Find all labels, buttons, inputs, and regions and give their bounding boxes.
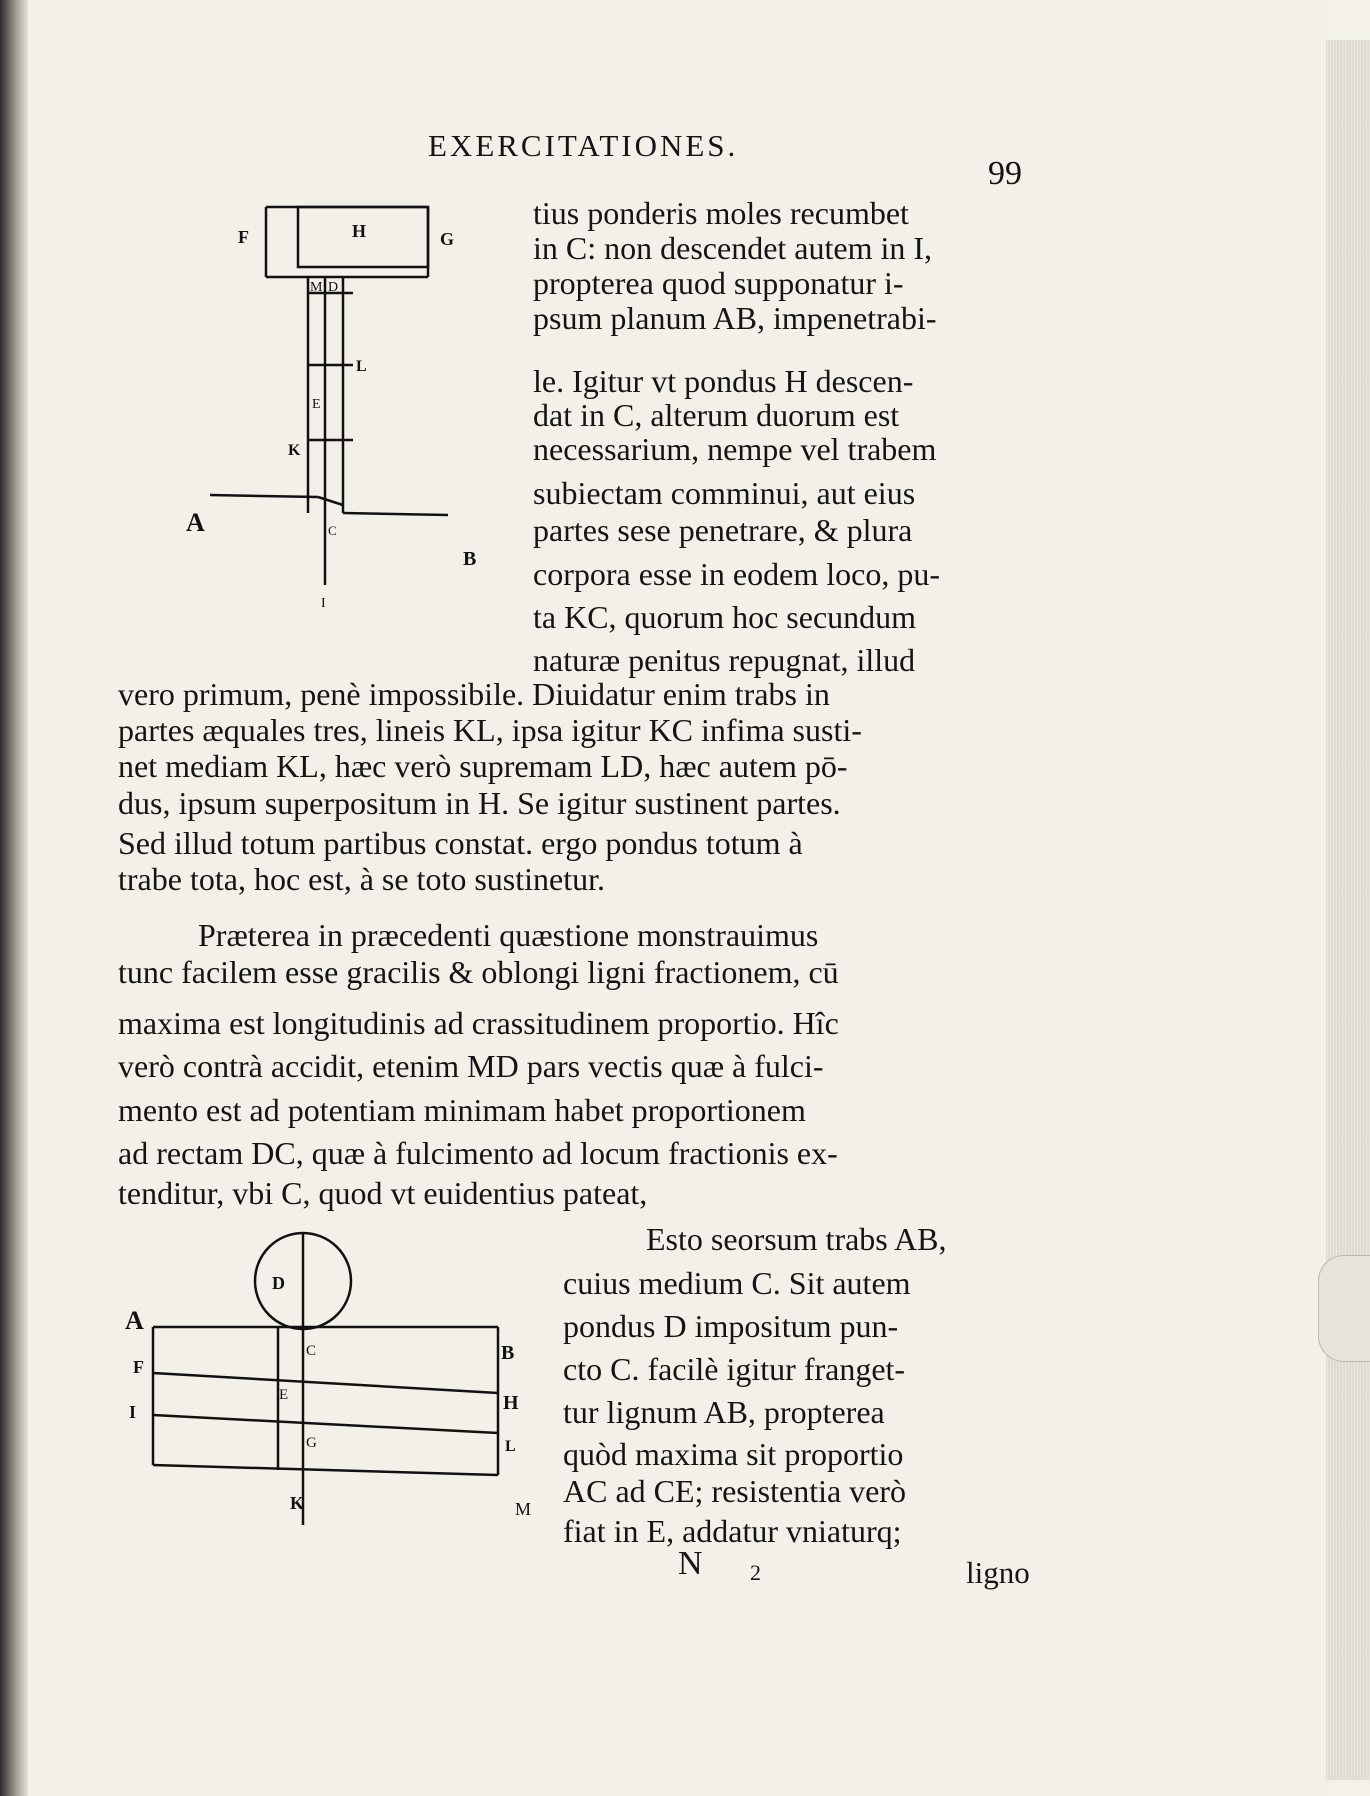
page-edges [1325,40,1370,1780]
text-line: psum planum AB, impenetrabi- [533,300,937,336]
figure-bottom-label-i: I [129,1402,137,1422]
figure-bottom-label-b: B [501,1342,515,1364]
figure-top-label-k: K [288,442,301,459]
catchword: ligno [966,1555,1030,1590]
text-line: tur lignum AB, propterea [563,1394,885,1430]
text-line: fiat in E, addatur vniaturq; [563,1513,902,1549]
figure-top-label-b: B [463,548,477,570]
text-line: Sed illud totum partibus constat. ergo pondus totum à [118,825,803,861]
text-line: le. Igitur vt pondus H descen- [533,363,914,399]
text-line: dat in C, alterum duorum est [533,397,900,433]
text-line: mento est ad potentiam minimam habet proportionem [118,1092,806,1128]
figure-bottom-label-k: K [290,1493,305,1513]
text-line: necessarium, nempe vel trabem [533,431,937,467]
text-line: verò contrà accidit, etenim MD pars vectis quæ à fulci- [118,1048,824,1084]
figure-bottom-label-e: E [279,1387,289,1403]
text-line: corpora esse in eodem loco, pu- [533,556,940,592]
text-line: Præterea in præcedenti quæstione monstrauimus [198,917,819,953]
text-line: quòd maxima sit proportio [563,1436,904,1472]
figure-weight-on-beam [123,1225,563,1525]
figure-top-label-e: E [312,397,321,412]
figure-bottom-label-f: F [133,1357,144,1377]
text-line: tunc facilem esse gracilis & oblongi ligni fractionem, cū [118,954,839,990]
figure-beam-on-plane [178,195,508,615]
figure-top-label-a: A [186,508,205,537]
text-line: cto C. facilè igitur franget- [563,1351,906,1387]
text-line: ta KC, quorum hoc secundum [533,599,917,635]
text-line: propterea quod supponatur i- [533,265,904,301]
figure-bottom-label-d: D [272,1273,285,1293]
text-line: Esto seorsum trabs AB, [646,1221,947,1257]
text-line: AC ad CE; resistentia verò [563,1473,907,1509]
text-line: ad rectam DC, quæ à fulcimento ad locum fractionis ex- [118,1135,838,1171]
text-line: dus, ipsum superpositum in H. Se igitur sustinent partes. [118,785,841,821]
figure-top-label-g: G [440,229,455,249]
figure-top-label-f: F [238,227,249,247]
figure-top-label-i: I [321,596,326,611]
text-line: trabe tota, hoc est, à se toto sustinetur. [118,861,605,897]
figure-bottom-label-g: G [306,1435,317,1451]
signature-number: 2 [750,1560,761,1585]
figure-top-label-c: C [328,523,337,538]
text-line: partes sese penetrare, & plura [533,512,913,548]
book-page [28,0,1326,1796]
figure-top-label-m: M [310,280,323,295]
text-line: tius ponderis moles recumbet [533,195,909,231]
figure-bottom-label-a: A [125,1306,144,1335]
text-line: vero primum, penè impossibile. Diuidatur enim trabs in [118,676,830,712]
figure-bottom-label-h: H [503,1392,519,1414]
text-line: subiectam comminui, aut eius [533,475,916,511]
figure-bottom-label-c: C [306,1343,317,1359]
text-line: in C: non descendet autem in I, [533,230,933,266]
signature-mark: N [678,1545,703,1582]
figure-bottom-label-m: M [515,1499,532,1519]
running-head: EXERCITATIONES. [428,128,739,163]
page-tab-marker [1318,1255,1370,1362]
text-line: maxima est longitudinis ad crassitudinem proportio. Hîc [118,1005,839,1041]
figure-top-label-h: H [352,221,367,241]
text-line: tenditur, vbi C, quod vt euidentius pateat, [118,1175,648,1211]
text-line: net mediam KL, hæc verò supremam LD, hæc autem pō- [118,748,848,784]
figure-bottom-label-l: L [505,1438,516,1455]
text-line: pondus D impositum pun- [563,1308,899,1344]
page-number: 99 [988,155,1022,192]
figure-top-label-d: D [328,280,339,295]
book-gutter [0,0,28,1796]
text-line: partes æquales tres, lineis KL, ipsa igitur KC infima susti- [118,712,862,748]
figure-top-label-l: L [356,358,367,375]
text-line: naturæ penitus repugnat, illud [533,642,916,678]
text-line: cuius medium C. Sit autem [563,1265,911,1301]
